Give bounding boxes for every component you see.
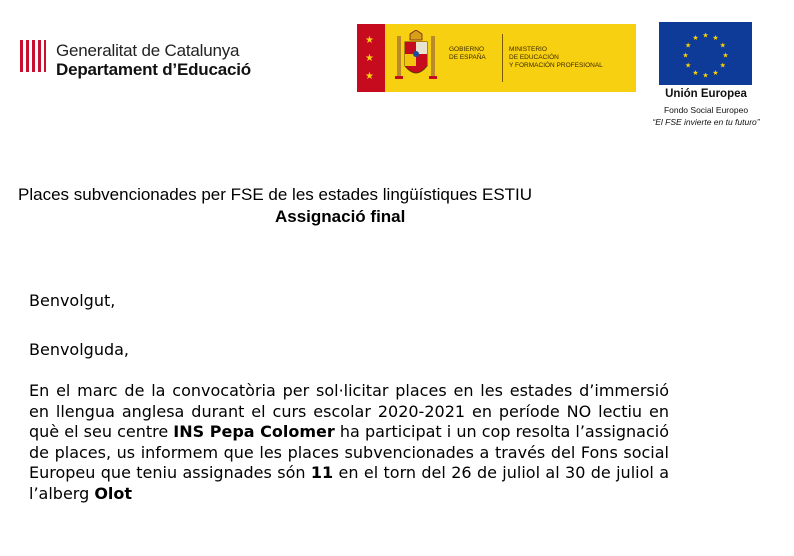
gobierno-text: GOBIERNO DE ESPAÑA <box>449 46 486 61</box>
gobierno-espana-logo <box>357 24 636 92</box>
svg-text:★: ★ <box>702 71 709 80</box>
coat-of-arms-icon <box>393 30 439 86</box>
document-subtitle: Assignació final <box>275 207 406 226</box>
senyera-icon <box>18 38 46 74</box>
gencat-line2: Departament d’Educació <box>56 60 251 79</box>
document-title: Places subvencionades per FSE de les estades lingüístiques ESTIU <box>18 185 533 204</box>
svg-text:★: ★ <box>702 31 709 40</box>
svg-text:★: ★ <box>719 41 726 50</box>
svg-text:★: ★ <box>712 68 719 77</box>
salutation-male: Benvolgut, <box>29 291 116 310</box>
svg-text:★: ★ <box>685 41 692 50</box>
paragraph-part2: ha participat i un cop resolta l’assignació de places, us informem que les places subvencionades a través del Fons social Europeu que teniu assignades són <box>29 422 669 482</box>
salutation-female: Benvolguda, <box>29 340 130 359</box>
eu-subtitle: Fondo Social Europeo <box>663 105 749 115</box>
eu-title: Unión Europea <box>665 88 747 100</box>
svg-text:★: ★ <box>719 61 726 70</box>
svg-text:★: ★ <box>685 61 692 70</box>
ministerio-text: MINISTERIO DE EDUCACIÓN Y FORMACIÓN PROFESIONAL <box>509 46 603 69</box>
svg-text:★: ★ <box>682 51 689 60</box>
gencat-line1: Generalitat de Catalunya <box>56 41 240 60</box>
svg-text:★: ★ <box>692 34 699 43</box>
school-name: INS Pepa Colomer <box>173 422 335 441</box>
hostel-location: Olot <box>94 483 133 503</box>
places-count: 11 <box>310 463 334 482</box>
svg-text:★: ★ <box>722 51 729 60</box>
eu-motto: “El FSE invierte en tu futuro” <box>652 117 760 127</box>
svg-text:★: ★ <box>692 68 699 77</box>
paragraph-part1: En el marc de la convocatòria per sol·licitar places en les estades d’immersió en llengua anglesa durant el curs escolar 2020-2021 en període NO lectiu en què el seu centre <box>29 381 669 441</box>
divider <box>502 34 503 82</box>
eu-stars-band: ★ ★ ★ <box>357 24 385 92</box>
svg-text:★: ★ <box>712 34 719 43</box>
eu-flag-icon <box>659 22 752 85</box>
paragraph-part3: en el torn del 26 de juliol al 30 de juliol a l’alberg <box>29 463 669 503</box>
body-paragraph <box>29 381 669 504</box>
